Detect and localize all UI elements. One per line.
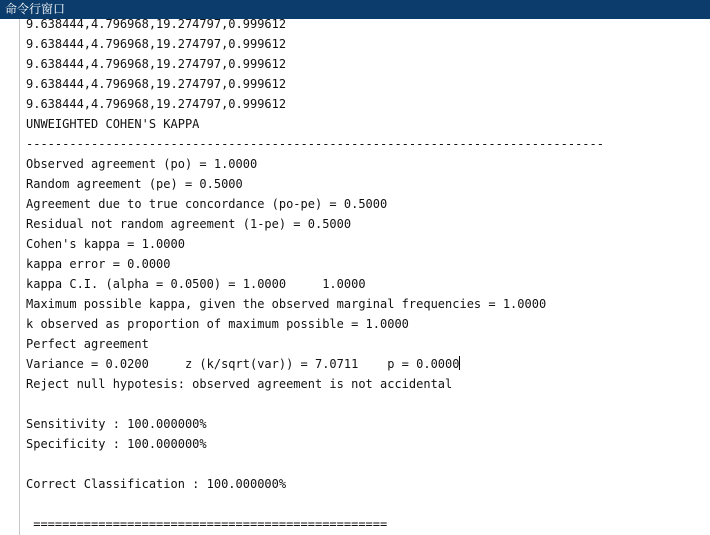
console-line-k-proportion: k observed as proportion of maximum possible = 1.0000: [26, 317, 409, 331]
console-line-observed-agreement: Observed agreement (po) = 1.0000: [26, 157, 258, 171]
console-line-data-row: 9.638444,4.796968,19.274797,0.999612: [26, 17, 287, 31]
console-line-data-row: 9.638444,4.796968,19.274797,0.999612: [26, 57, 287, 71]
console-line-random-agreement: Random agreement (pe) = 0.5000: [26, 177, 243, 191]
console-line-cohens-kappa: Cohen's kappa = 1.0000: [26, 237, 185, 251]
console-line-max-possible-kappa: Maximum possible kappa, given the observed marginal frequencies = 1.0000: [26, 297, 547, 311]
console-line-data-row: 9.638444,4.796968,19.274797,0.999612: [26, 37, 287, 51]
console-line-kappa-error: kappa error = 0.0000: [26, 257, 171, 271]
window-title: 命令行窗口: [0, 0, 710, 19]
console-line-correct-classification: Correct Classification : 100.000000%: [26, 477, 287, 491]
console-line-true-concordance: Agreement due to true concordance (po-pe) = 0.5000: [26, 197, 388, 211]
console-line-separator: --------------------------------------------------------------------------------: [26, 137, 604, 151]
text-cursor: [459, 356, 460, 370]
console-variance-text: Variance = 0.0200 z (k/sqrt(var)) = 7.0711 p = 0.0000: [26, 357, 460, 371]
console-line-blank: [26, 394, 706, 414]
console-line-sensitivity: Sensitivity : 100.000000%: [26, 417, 207, 431]
console-output[interactable]: [26, 14, 706, 534]
console-line-double-separator: =================================================: [26, 517, 388, 531]
console-line-reject-null: Reject null hypotesis: observed agreement is not accidental: [26, 377, 453, 391]
console-line-variance: [26, 354, 706, 374]
console-line-data-row: 9.638444,4.796968,19.274797,0.999612: [26, 77, 287, 91]
console-line-specificity: Specificity : 100.000000%: [26, 437, 207, 451]
console-line-kappa-ci: kappa C.I. (alpha = 0.0500) = 1.0000 1.0000: [26, 277, 366, 291]
console-line-data-row: 9.638444,4.796968,19.274797,0.999612: [26, 97, 287, 111]
console-gutter-divider: [19, 19, 20, 535]
console-line-kappa-heading: UNWEIGHTED COHEN'S KAPPA: [26, 117, 200, 131]
console-line-blank: [26, 454, 706, 474]
console-line-blank: [26, 494, 706, 514]
console-line-residual-agreement: Residual not random agreement (1-pe) = 0.5000: [26, 217, 352, 231]
console-line-perfect-agreement: Perfect agreement: [26, 337, 149, 351]
